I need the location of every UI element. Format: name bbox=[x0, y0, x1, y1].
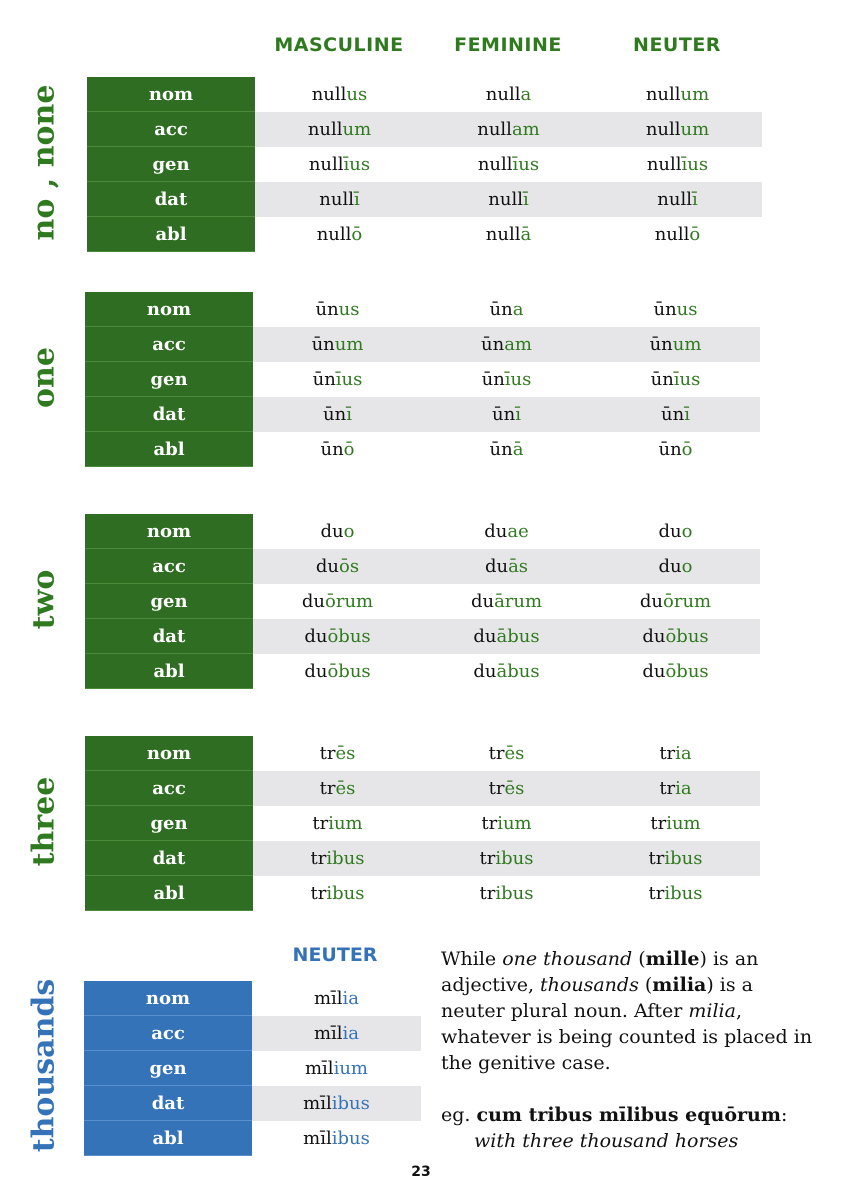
word-ending: ō bbox=[351, 223, 363, 245]
word-stem: ūn bbox=[649, 333, 673, 355]
word-stem: du bbox=[642, 660, 666, 682]
word-ending: ibus bbox=[664, 847, 703, 869]
word-ending: ī bbox=[353, 188, 360, 210]
label-thousands: thousands bbox=[26, 978, 62, 1153]
case-label: abl bbox=[85, 432, 253, 467]
table-row bbox=[85, 654, 760, 689]
masculine-form bbox=[253, 292, 422, 327]
feminine-form bbox=[424, 147, 593, 182]
table-row bbox=[85, 736, 760, 771]
word-ending: ibus bbox=[495, 882, 534, 904]
case-label: gen bbox=[85, 362, 253, 397]
table-row bbox=[85, 771, 760, 806]
note-bold: mille bbox=[645, 948, 700, 970]
word-ending: ibus bbox=[326, 847, 365, 869]
case-label: dat bbox=[87, 182, 255, 217]
masculine-form bbox=[253, 876, 422, 911]
masculine-form bbox=[253, 327, 422, 362]
neuter-form bbox=[591, 654, 760, 689]
neuter-form bbox=[591, 549, 760, 584]
word-ending: īus bbox=[681, 153, 709, 175]
word-ending: am bbox=[511, 118, 540, 140]
word-stem: ūn bbox=[312, 368, 336, 390]
word-ending: ibus bbox=[664, 882, 703, 904]
masculine-form bbox=[253, 432, 422, 467]
word-ending: īus bbox=[504, 368, 532, 390]
word-stem: null bbox=[316, 223, 352, 245]
table-row bbox=[87, 77, 762, 112]
word-stem: du bbox=[484, 520, 508, 542]
word-ending: ōbus bbox=[665, 625, 709, 647]
table-row bbox=[84, 1016, 421, 1051]
word-stem: ūn bbox=[323, 403, 347, 425]
case-label: abl bbox=[85, 876, 253, 911]
word-ending: ēs bbox=[335, 742, 356, 764]
explanatory-note bbox=[441, 946, 821, 1076]
case-label: nom bbox=[85, 736, 253, 771]
masculine-form bbox=[253, 841, 422, 876]
table-row bbox=[87, 112, 762, 147]
word-stem: mīl bbox=[304, 1057, 334, 1079]
word-ending: ēs bbox=[335, 777, 356, 799]
page-number: 23 bbox=[411, 1164, 431, 1180]
feminine-form bbox=[422, 327, 591, 362]
word-stem: ūn bbox=[481, 333, 505, 355]
word-stem: du bbox=[473, 625, 497, 647]
neuter-form bbox=[591, 292, 760, 327]
case-label: acc bbox=[85, 771, 253, 806]
case-label: acc bbox=[84, 1016, 252, 1051]
word-stem: du bbox=[473, 660, 497, 682]
case-label: acc bbox=[85, 327, 253, 362]
masculine-form bbox=[253, 736, 422, 771]
case-label: nom bbox=[85, 292, 253, 327]
feminine-form bbox=[422, 771, 591, 806]
word-ending: ia bbox=[342, 987, 360, 1009]
masculine-form bbox=[253, 362, 422, 397]
neuter-form bbox=[252, 1086, 421, 1121]
feminine-form bbox=[422, 549, 591, 584]
word-stem: ūn bbox=[315, 298, 339, 320]
case-label: dat bbox=[85, 397, 253, 432]
case-label: gen bbox=[84, 1051, 252, 1086]
word-ending: a bbox=[520, 83, 532, 105]
word-ending: ōrum bbox=[325, 590, 374, 612]
word-stem: ūn bbox=[489, 298, 513, 320]
word-stem: du bbox=[304, 660, 328, 682]
word-ending: ābus bbox=[496, 660, 540, 682]
word-ending: um bbox=[672, 333, 702, 355]
example-translation: with three thousand horses bbox=[474, 1130, 739, 1152]
case-label: gen bbox=[87, 147, 255, 182]
word-ending: us bbox=[676, 298, 698, 320]
word-ending: ō bbox=[343, 438, 355, 460]
word-ending: um bbox=[680, 118, 710, 140]
case-label: nom bbox=[87, 77, 255, 112]
word-stem: ūn bbox=[653, 298, 677, 320]
word-ending: um bbox=[334, 333, 364, 355]
label-no-none: no , none bbox=[26, 84, 62, 241]
case-label: dat bbox=[85, 841, 253, 876]
word-ending: ōs bbox=[339, 555, 360, 577]
word-ending: ōbus bbox=[327, 625, 371, 647]
declension-table-no-none bbox=[87, 77, 762, 252]
case-label: abl bbox=[85, 654, 253, 689]
table-row bbox=[85, 806, 760, 841]
feminine-form bbox=[424, 77, 593, 112]
neuter-form bbox=[591, 432, 760, 467]
word-ending: ōbus bbox=[327, 660, 371, 682]
table-row bbox=[87, 217, 762, 252]
word-ending: ibus bbox=[331, 1127, 370, 1149]
word-ending: um bbox=[680, 83, 710, 105]
word-stem: mīl bbox=[303, 1127, 332, 1149]
neuter-form bbox=[591, 841, 760, 876]
neuter-form bbox=[593, 217, 762, 252]
declension-table-one bbox=[85, 292, 760, 467]
word-ending: ae bbox=[507, 520, 529, 542]
note-italic: thousands bbox=[540, 974, 639, 996]
word-ending: ibus bbox=[326, 882, 365, 904]
header-feminine: FEMININE bbox=[454, 34, 562, 56]
word-ending: ium bbox=[333, 1057, 368, 1079]
neuter-form bbox=[591, 397, 760, 432]
word-stem: du bbox=[470, 590, 495, 612]
label-two: two bbox=[26, 569, 62, 630]
word-stem: tr bbox=[481, 812, 498, 834]
word-ending: ia bbox=[342, 1022, 360, 1044]
word-ending: īus bbox=[512, 153, 540, 175]
word-stem: tr bbox=[310, 847, 327, 869]
feminine-form bbox=[422, 654, 591, 689]
declension-table-two bbox=[85, 514, 760, 689]
word-stem: tr bbox=[648, 847, 665, 869]
feminine-form bbox=[422, 876, 591, 911]
table-row bbox=[84, 1121, 421, 1156]
word-stem: tr bbox=[310, 882, 327, 904]
table-row bbox=[85, 432, 760, 467]
table-row bbox=[85, 514, 760, 549]
word-stem: null bbox=[485, 223, 521, 245]
table-row bbox=[85, 584, 760, 619]
table-row bbox=[85, 292, 760, 327]
feminine-form bbox=[424, 112, 593, 147]
masculine-form bbox=[255, 112, 424, 147]
feminine-form bbox=[422, 292, 591, 327]
word-stem: ūn bbox=[661, 403, 685, 425]
case-label: abl bbox=[84, 1121, 252, 1156]
word-stem: mīl bbox=[313, 987, 343, 1009]
feminine-form bbox=[422, 736, 591, 771]
case-label: gen bbox=[85, 584, 253, 619]
note-text: , whatever is being counted is placed in the genitive case. bbox=[441, 1000, 813, 1074]
label-one: one bbox=[26, 347, 62, 408]
word-stem: ūn bbox=[489, 438, 513, 460]
word-stem: null bbox=[654, 223, 690, 245]
word-ending: ī bbox=[515, 403, 521, 425]
word-ending: īus bbox=[673, 368, 701, 390]
declension-table-thousands bbox=[84, 981, 421, 1156]
case-label: abl bbox=[87, 217, 255, 252]
neuter-form bbox=[593, 77, 762, 112]
neuter-form bbox=[591, 327, 760, 362]
example-latin: cum tribus mīlibus equōrum bbox=[476, 1104, 781, 1126]
word-stem: tr bbox=[648, 882, 665, 904]
word-ending: ēs bbox=[504, 742, 525, 764]
masculine-form bbox=[255, 217, 424, 252]
table-row bbox=[85, 841, 760, 876]
word-stem: du bbox=[639, 590, 663, 612]
masculine-form bbox=[253, 806, 422, 841]
word-stem: null bbox=[645, 118, 681, 140]
word-ending: o bbox=[343, 520, 355, 542]
word-ending: ia bbox=[675, 777, 692, 799]
word-ending: ōrum bbox=[663, 590, 712, 612]
word-ending: ī bbox=[522, 188, 529, 210]
word-ending: ō bbox=[681, 438, 693, 460]
note-text: ) is an adjective, bbox=[441, 948, 759, 996]
word-ending: ēs bbox=[504, 777, 525, 799]
word-ending: o bbox=[681, 520, 693, 542]
word-stem: null bbox=[485, 83, 521, 105]
table-row bbox=[84, 1086, 421, 1121]
neuter-form bbox=[591, 619, 760, 654]
feminine-form bbox=[422, 841, 591, 876]
note-text: ) is a neuter plural noun. After bbox=[441, 974, 754, 1022]
word-stem: null bbox=[645, 83, 681, 105]
feminine-form bbox=[422, 619, 591, 654]
word-ending: ibus bbox=[495, 847, 534, 869]
feminine-form bbox=[422, 514, 591, 549]
example-prefix: eg. bbox=[441, 1104, 477, 1126]
masculine-form bbox=[253, 654, 422, 689]
word-stem: ūn bbox=[320, 438, 344, 460]
case-label: dat bbox=[85, 619, 253, 654]
word-stem: null bbox=[319, 188, 354, 210]
feminine-form bbox=[422, 432, 591, 467]
word-ending: o bbox=[681, 555, 693, 577]
word-ending: ia bbox=[675, 742, 692, 764]
neuter-form bbox=[252, 1121, 421, 1156]
table-row bbox=[85, 397, 760, 432]
word-ending: am bbox=[504, 333, 532, 355]
feminine-form bbox=[422, 806, 591, 841]
case-label: acc bbox=[85, 549, 253, 584]
note-text: ( bbox=[632, 948, 646, 970]
word-ending: ās bbox=[508, 555, 529, 577]
table-row bbox=[84, 981, 421, 1016]
word-stem: tr bbox=[319, 742, 336, 764]
masculine-form bbox=[255, 77, 424, 112]
word-ending: ā bbox=[512, 438, 524, 460]
neuter-form bbox=[591, 736, 760, 771]
table-row bbox=[85, 549, 760, 584]
neuter-form bbox=[593, 182, 762, 217]
word-stem: null bbox=[308, 153, 344, 175]
neuter-form bbox=[591, 806, 760, 841]
word-ending: ō bbox=[689, 223, 701, 245]
example-colon: : bbox=[780, 1104, 788, 1126]
table-row bbox=[87, 182, 762, 217]
word-stem: null bbox=[646, 153, 682, 175]
neuter-form bbox=[252, 1016, 421, 1051]
word-stem: tr bbox=[488, 777, 505, 799]
feminine-form bbox=[422, 584, 591, 619]
table-row bbox=[85, 876, 760, 911]
word-ending: īus bbox=[335, 368, 363, 390]
word-stem: du bbox=[642, 625, 666, 647]
masculine-form bbox=[253, 397, 422, 432]
table-row bbox=[84, 1051, 421, 1086]
note-italic: one thousand bbox=[502, 948, 633, 970]
word-stem: null bbox=[657, 188, 692, 210]
header-masculine: MASCULINE bbox=[274, 34, 404, 56]
word-ending: ābus bbox=[496, 625, 540, 647]
feminine-form bbox=[422, 362, 591, 397]
word-ending: ā bbox=[520, 223, 532, 245]
masculine-form bbox=[253, 549, 422, 584]
table-row bbox=[85, 619, 760, 654]
word-stem: mīl bbox=[303, 1092, 332, 1114]
word-stem: null bbox=[311, 83, 347, 105]
neuter-form bbox=[591, 584, 760, 619]
masculine-form bbox=[253, 771, 422, 806]
neuter-form bbox=[252, 1051, 421, 1086]
word-stem: ūn bbox=[311, 333, 335, 355]
word-stem: null bbox=[488, 188, 523, 210]
feminine-form bbox=[424, 182, 593, 217]
word-stem: du bbox=[315, 555, 340, 577]
word-stem: null bbox=[307, 118, 343, 140]
case-label: nom bbox=[84, 981, 252, 1016]
word-stem: tr bbox=[488, 742, 505, 764]
word-stem: ūn bbox=[481, 368, 505, 390]
word-ending: ī bbox=[691, 188, 698, 210]
note-text: ( bbox=[638, 974, 653, 996]
word-ending: ōbus bbox=[665, 660, 709, 682]
word-stem: ūn bbox=[492, 403, 516, 425]
word-stem: tr bbox=[319, 777, 336, 799]
word-stem: ūn bbox=[658, 438, 682, 460]
word-ending: ārum bbox=[494, 590, 543, 612]
word-stem: tr bbox=[312, 812, 329, 834]
neuter-form bbox=[593, 147, 762, 182]
word-ending: ī bbox=[346, 403, 352, 425]
note-italic: milia bbox=[688, 1000, 736, 1022]
word-stem: mīl bbox=[313, 1022, 343, 1044]
case-label: acc bbox=[87, 112, 255, 147]
neuter-form bbox=[591, 362, 760, 397]
table-row bbox=[85, 327, 760, 362]
word-stem: du bbox=[301, 590, 325, 612]
word-ending: ī bbox=[684, 403, 690, 425]
table-row bbox=[85, 362, 760, 397]
word-stem: du bbox=[304, 625, 328, 647]
word-stem: tr bbox=[659, 777, 676, 799]
word-ending: ium bbox=[497, 812, 532, 834]
neuter-form bbox=[591, 514, 760, 549]
word-ending: ium bbox=[666, 812, 701, 834]
word-ending: īus bbox=[343, 153, 371, 175]
word-ending: a bbox=[512, 298, 524, 320]
header-neuter: NEUTER bbox=[633, 34, 721, 56]
masculine-form bbox=[255, 147, 424, 182]
masculine-form bbox=[253, 514, 422, 549]
word-stem: tr bbox=[479, 882, 496, 904]
neuter-form bbox=[591, 771, 760, 806]
neuter-form bbox=[252, 981, 421, 1016]
word-stem: null bbox=[477, 118, 512, 140]
word-stem: tr bbox=[479, 847, 496, 869]
masculine-form bbox=[253, 584, 422, 619]
neuter-form bbox=[593, 112, 762, 147]
label-three: three bbox=[26, 776, 62, 867]
word-ending: um bbox=[342, 118, 372, 140]
word-stem: du bbox=[484, 555, 509, 577]
word-ending: ibus bbox=[331, 1092, 370, 1114]
word-stem: du bbox=[658, 520, 682, 542]
word-stem: du bbox=[320, 520, 344, 542]
word-ending: ium bbox=[328, 812, 363, 834]
case-label: dat bbox=[84, 1086, 252, 1121]
table-row bbox=[87, 147, 762, 182]
word-ending: us bbox=[338, 298, 360, 320]
neuter-form bbox=[591, 876, 760, 911]
word-stem: ūn bbox=[650, 368, 674, 390]
header-neuter-thousands: NEUTER bbox=[292, 944, 378, 966]
word-stem: tr bbox=[659, 742, 676, 764]
case-label: gen bbox=[85, 806, 253, 841]
case-label: nom bbox=[85, 514, 253, 549]
masculine-form bbox=[253, 619, 422, 654]
feminine-form bbox=[424, 217, 593, 252]
word-stem: null bbox=[477, 153, 513, 175]
feminine-form bbox=[422, 397, 591, 432]
note-text: While bbox=[441, 948, 503, 970]
masculine-form bbox=[255, 182, 424, 217]
note-bold: milia bbox=[652, 974, 707, 996]
word-stem: tr bbox=[650, 812, 667, 834]
example bbox=[441, 1102, 821, 1154]
word-ending: us bbox=[346, 83, 368, 105]
declension-table-three bbox=[85, 736, 760, 911]
word-stem: du bbox=[658, 555, 682, 577]
